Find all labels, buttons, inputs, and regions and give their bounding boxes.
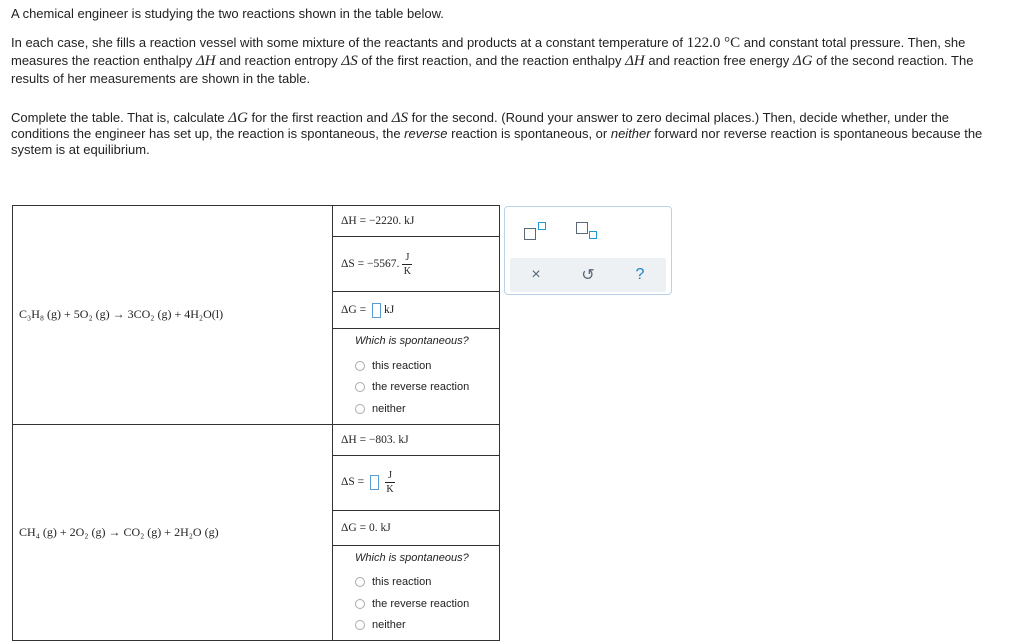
intro-line: A chemical engineer is studying the two reactions shown in the table below. <box>11 6 444 21</box>
subscript-template-icon[interactable] <box>575 221 601 246</box>
reaction-1-option-reverse[interactable]: the reverse reaction <box>355 377 499 399</box>
help-icon[interactable]: ? <box>635 266 645 283</box>
reaction-table <box>12 205 500 641</box>
dS-input-2[interactable] <box>370 475 379 490</box>
instructions-paragraph: Complete the table. That is, calculate ΔG for the first reaction and ΔS for the second. (Round your answer to zero decimal places.) Then, decide whether, under the conditions the engineer has set up, the reaction is spontaneous, the reverse reaction is spontaneous, or neither forward nor reverse reaction is spontaneous because the system is at equilibrium. <box>11 110 983 157</box>
answer-toolbar <box>510 258 666 292</box>
reaction-2-option-reverse[interactable]: the reverse reaction <box>355 593 499 615</box>
reaction-1-dS: ΔS = −5567. $\frac{J}{K}$ <box>333 237 500 292</box>
intro-paragraph: In each case, she fills a reaction vessel with some mixture of the reactants and products at a constant temperature of 122.0 °C and constant total pressure. Then, she measures the reaction enthalpy ΔH and reaction entropy ΔS of the first reaction, and the reaction enthalpy ΔH and reaction free energy ΔG of the second reaction. The results of her measurements are shown in the table. <box>11 35 974 86</box>
reaction-2-dH: ΔH = −803. kJ <box>333 424 500 455</box>
reaction-2-option-this[interactable]: this reaction <box>355 572 499 594</box>
radio-button[interactable] <box>355 620 365 630</box>
undo-icon[interactable]: ↺ <box>581 267 595 284</box>
reaction-2-dS: ΔS = $\frac{J}{K}$ <box>333 455 500 510</box>
reaction-1-spontaneity <box>333 329 500 425</box>
entropy-unit: $\frac{J}{K}$ <box>403 251 412 277</box>
reaction-2-option-neither[interactable]: neither <box>355 615 499 637</box>
radio-button[interactable] <box>355 599 365 609</box>
answer-tools-panel <box>504 206 672 295</box>
entropy-unit: $\frac{J}{K}$ <box>386 470 394 495</box>
spontaneity-question: Which is spontaneous? <box>355 335 469 347</box>
radio-button[interactable] <box>355 382 365 392</box>
reaction-1-option-neither[interactable]: neither <box>355 398 499 420</box>
reaction-1-equation: C₃H₈ (g) + 5O₂ (g) → 3CO₂ (g) + 4H₂O(l) <box>13 206 333 425</box>
reaction-1-dG: ΔG = kJ <box>333 292 500 329</box>
reaction-2-dG: ΔG = 0. kJ <box>333 510 500 545</box>
dG-input-1[interactable] <box>372 303 381 318</box>
reaction-1-option-this[interactable]: this reaction <box>355 355 499 377</box>
reaction-2-equation: CH₄ (g) + 2O₂ (g) → CO₂ (g) + 2H₂O (g) <box>13 424 333 641</box>
superscript-template-icon[interactable] <box>523 221 549 246</box>
spontaneity-question: Which is spontaneous? <box>355 551 469 564</box>
radio-button[interactable] <box>355 361 365 371</box>
reaction-2-spontaneity <box>333 545 500 641</box>
reaction-1-dH: ΔH = −2220. kJ <box>333 206 500 237</box>
clear-icon[interactable]: × <box>531 266 541 283</box>
radio-button[interactable] <box>355 404 365 414</box>
radio-button[interactable] <box>355 577 365 587</box>
